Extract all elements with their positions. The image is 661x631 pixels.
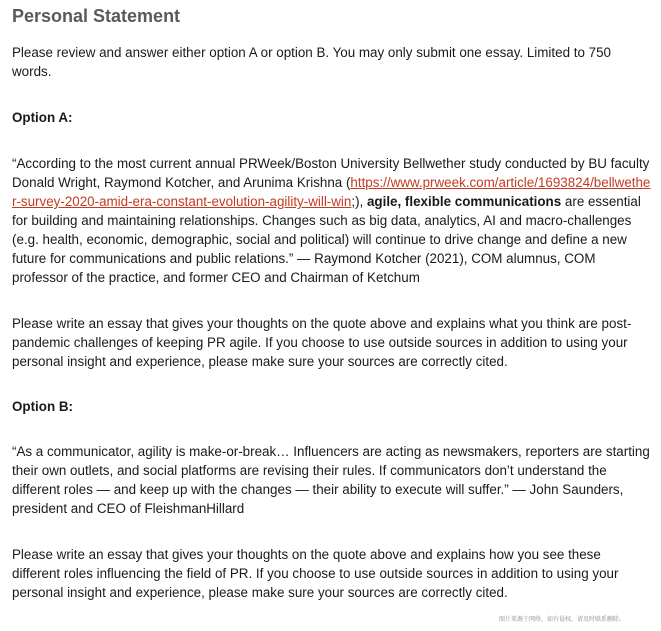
personal-statement-document <box>12 0 652 602</box>
option-a-quote <box>12 154 652 287</box>
option-a-quote-bold: agile, flexible communications <box>366 194 562 209</box>
option-a-quote-text-2: ;), <box>351 194 367 209</box>
option-a-quote-text-3: are essential for building and maintaining relationships. Changes such as big data, analytics, AI and macro-challenges (e.g. health, economic, demographic, social and political) will continue to drive change and define a new future for communications and public relations.” — Raymond Kotcher (2021), COM alumnus, COM professor of the practice, and former CEO and Chairman of Ketchum <box>12 194 641 285</box>
prweek-article-link[interactable]: https://www.prweek.com/article/1693824/bellwether-survey-2020-amid-era-constant-evolution-agility-will-win <box>12 175 651 209</box>
option-b-heading: Option B: <box>12 399 73 414</box>
option-b-prompt: Please write an essay that gives your thoughts on the quote above and explains how you see these different roles influencing the field of PR. If you choose to use outside sources in addition to using your personal insight and experience, please make sure your sources are correctly cited. <box>12 547 619 600</box>
watermark-text: 图片来源于网络，如有侵权，请及时联系删除。 <box>498 616 625 623</box>
page-title: Personal Statement <box>12 6 181 26</box>
option-a-quote-text-1: “According to the most current annual PRWeek/Boston University Bellwether study conducted by BU faculty Donald Wright, Raymond Kotcher, and Arunima Krishna ( <box>12 156 650 190</box>
option-a-heading: Option A: <box>12 110 73 125</box>
option-b-quote: “As a communicator, agility is make-or-break… Influencers are acting as newsmakers, reporters are starting their own outlets, and social platforms are revising their rules. If communicators don’t understand the different roles — and keep up with the changes — their ability to execute will suffer.” — John Saunders, president and CEO of FleishmanHillard <box>12 444 650 516</box>
intro-text: Please review and answer either option A or option B. You may only submit one essay. Limited to 750 words. <box>12 45 611 79</box>
option-a-prompt: Please write an essay that gives your thoughts on the quote above and explains what you think are post-pandemic challenges of keeping PR agile. If you choose to use outside sources in addition to using your personal insight and experience, please make sure your sources are correctly cited. <box>12 316 632 369</box>
